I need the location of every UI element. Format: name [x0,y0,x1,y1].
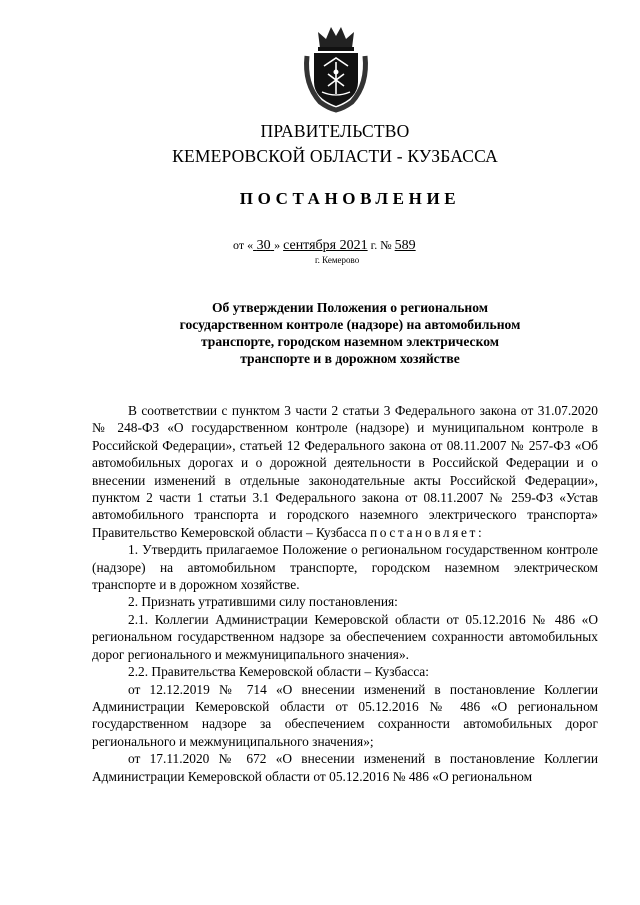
government-line-2: КЕМЕРОВСКОЙ ОБЛАСТИ - КУЗБАССА [172,146,498,166]
city: г. Кемерово [315,255,360,265]
title-line-4: транспорте и в дорожном хозяйстве [240,351,460,366]
paragraph-2-1: 2.1. Коллегии Администрации Кемеровской области от 05.12.2016 № 486 «О региональном государственном надзоре за обеспечением сохранности автомобильных дорог регионального и межмуниципального значения». [92,611,598,662]
government-line-1: ПРАВИТЕЛЬСТВО [260,121,410,141]
decree-word: постановляет: [370,524,485,540]
document-number: 589 [394,238,416,253]
title-line-3: транспорте, городском наземном электрическом [200,334,500,349]
document-body [92,402,598,785]
date-prefix: от « [233,238,254,252]
paragraph-2: 2. Признать утратившими силу постановления: [128,594,398,610]
government-name [0,119,640,169]
number-label: № [380,238,392,252]
document-type: ПОСТАНОВЛЕНИЕ [239,189,461,208]
paragraph-2-2-a: от 12.12.2019 № 714 «О внесении изменений в постановление Коллегии Администрации Кемеровской области от 05.12.2016 № 486 «О региональном государственном надзоре за обеспечением сохранности автомобильных дорог регионального и межмуниципального значения»; [92,681,598,749]
paragraph-2-2: 2.2. Правительства Кемеровской области – Кузбасса: [128,664,429,680]
title-line-2: государственном контроле (надзоре) на автомобильном [179,317,521,332]
title-line-1: Об утверждении Положения о региональном [211,300,489,315]
paragraph-1: 1. Утвердить прилагаемое Положение о региональном государственном контроле (надзоре) на автомобильном транспорте, городском наземном электрическом транспорте и в дорожном хозяйстве. [92,542,598,593]
paragraph-preamble: В соответствии с пунктом 3 части 2 статьи 3 Федерального закона от 31.07.2020 № 248-ФЗ «О государственном контроле (надзоре) и муниципальном контроле в Российской Федерации», статьей 12 Федерального закона от 08.11.2007 № 257-ФЗ «Об автомобильных дорогах и о дорожной деятельности в Российской Федерации и о внесении изменений в отдельные законодательные акты Российской Федерации», пунктом 2 части 1 статьи 3.1 Федерального закона от 08.11.2007 № 259-ФЗ «Устав автомобильного транспорта и городского наземного электрического транспорта» Правительство Кемеровской области – Кузбасса постановляет: [92,403,598,540]
kuzbass-coat-of-arms-icon [300,22,372,114]
date-mid: » [274,238,281,252]
paragraph-2-2-b: от 17.11.2020 № 672 «О внесении изменений в постановление Коллегии Администрации Кемеровской области от 05.12.2016 № 486 «О региональном [92,751,598,784]
date-month-year: сентября 2021 [283,238,368,253]
date-day: 30 [256,238,271,253]
date-suffix: г. [370,238,378,252]
document-title [120,299,580,367]
date-number-line [233,238,416,254]
